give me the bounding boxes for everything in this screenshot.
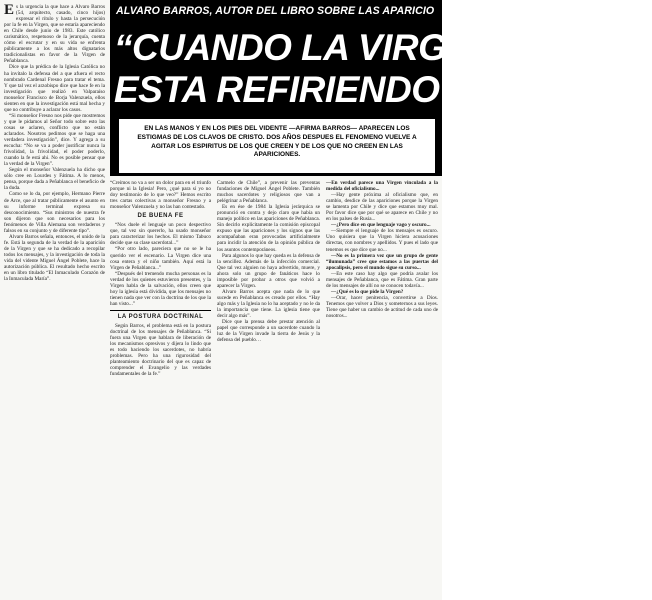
intro-text: s la urgencia la que hace a Alvaro Barros (54, arquitecto, casado, cinco hijos) expresar el rítulo y hasta la persecución por la fe en la Virgen, que se estaría apareciendo en Chile desde junio de 1983. Este católico carismático, respetuoso de la jerarquía, cuenta cómo el escrutar y en su vida se enfrenta públicamente a los más altos dignatarios tradicionalistas en favor de la Virgen de Peñablanca. [4,4,105,65]
article-paragraph: “Por otro lado, pareciera que no se le ha querido ver el escenario. La Virgen dice una cosa entera y el niño también. Aquí está la Virgen de Peñablanca...” [110,246,211,271]
deck-block [110,114,442,176]
article-intro-paragraph [4,4,105,64]
article-paragraph: Carmelo de Chile”, a prevenir las preventas fundaciones de Miguel Ángel Poblete. También muchos sacerdotes y religiosos que van a pelégrinar a Peñablanca. [217,180,320,205]
article-column-4 [326,180,438,596]
article-column-3 [217,180,320,596]
headline-block [110,24,652,114]
interview-question: —¿Pero dice en que lenguaje vago y oscuro... [331,222,431,229]
kicker: ALVARO BARROS, AUTOR DEL LIBRO SOBRE LAS APARICIO [116,5,435,17]
interview-answer: —Siempre el lenguaje de los mensajes es oscuro. Uno quisiera que la Virgen hiciera acusaciones directas, con nombres y apellidos. Y pues el lado que tenemos es que dice que no... [326,228,438,253]
article-paragraph: Como se lo da, por ejemplo, Hermano Pierre de Arce, que al tratar públicamente el asunto en su informe terminal expresa su desconocimiento. “Sus ministros de nuestra fe son dijeron que son necesarios para los fenómenos de Villa Alemana son verdaderos y falsos en su conjunto y de diferente tipo”. [4,191,105,234]
article-paragraph: “Creímos no va a ser un dolor para en el triunfo porque ni la Iglesia! Pero, ¿qué para sí yo no doy testimonio de lo que veo?” Hemos escrito tres cartas colectivas a monseñor Fresno y a monseñor Valenzuela y no las han contestado. [110,180,211,211]
interview-question: —No es la primera vez que un grupo de gente “ilumunada” cree que estamos a las puertas del apocalipsis, pero el mundo sigue su curso... [326,252,438,271]
section-subhead: DE BUENA FE [137,213,184,220]
interview-answer: —En este caso hay algo que podría avalar los mensajes de Peñablanca, que es Fátima. Gran parte de los mensajes de allí no se conocen todavía... [326,270,438,289]
section-divider [110,310,211,311]
section-subhead: LA POSTURA DOCTRINAL [117,313,204,320]
article-paragraph: Es en ése de 1984 la Iglesia jerárquica se pronunció en contra y dejo claro que había un manejo político en las apariciones de Peñablanca. Sin decirlo explícitamente la comisión episcopal expuso que las apariciones y los signos que las acompañaban eran provocadas artificialmente para incidir la atención de la opinión pública de los asuntos contemporáneos. [217,204,320,253]
article-paragraph: Para algunos lo que hay queda es la defensa de la sencillez. Además de la infección comercial. Que tal vez alguien no haya advertido, muere, y ahora solo un grupo de fanáticos hace lo imposible por probar a otros que volvió a aparecer la Virgen. [217,252,320,289]
article-column-2 [110,180,211,596]
article-paragraph: Según el monseñor Valenzuela ha dicho que sólo cree en Lourdes y Fátima. A lo menos, pensa, porque dada a Peñablanca el beneficio de la duda. [4,167,105,192]
article-paragraph: Dice que la prensa debe prestar atención al papel que corresponde a un sacerdote cuando la luz de la Virgen invade la tierra de Jesús y la defensa del pueblo… [217,319,320,344]
deck-text: EN LAS MANOS Y EN LOS PIES DEL VIDENTE —AFIRMA BARROS— APARECEN LOS ESTIGMAS DE LOS CLAVOS DE CRISTO. DOS AÑOS DESPUES EL FENOMENO VUELVE A AGITAR LOS ESPIRITUS DE LOS QUE CREEN Y DE LOS QUE NO CREEN EN LAS APARICIONES. [137,125,417,159]
deck-box [118,118,436,174]
headline-line-2: ESTA REFIRIENDO AL MUNDO, [114,69,652,110]
article-paragraph: “Nos duele el lenguaje un poco despectivo que, tal vez sin quererlo, ha usado monseñor para caracterizar los hechos. El mismo Tabuco decide que su clase sacerdotal...” [110,222,211,247]
article-paragraph: Dice que la prédica de la Iglesia Católica no ha invítalo la defensa del a que afuera el recto nombrado Cardenal Fresno para tratar el tema. Y que tal vez el arzobispo dice que hace fe en la investigación que realizó en Valparaíso monseñor Francisco de Borja Valenzuela, ellos sienten en que la investigación está mal hecha y que no contribuye a aclarar los casos. [4,64,105,113]
headline-line-1: “CUANDO LA VIRGEN HABLA [114,27,634,68]
interview-question: —En verdad parece una Virgen vinculada a la medida del oficialismo... [326,180,438,193]
article-paragraph: “Después del tremendo mucha personas es la verdad de los quienes estuvieron presentes, y la Virgen habla de la salvación, ellos creen que hoy la iglesia está dividida, que los mensajes no tienen nada que ver con la doctrina de los que la han visto...” [110,270,211,307]
interview-answer: —Hay gente próxima al oficialismo que, en cambio, desdice de las apariciones porque la Virgen se lamenta por Chile y dice que estamos muy mal. Por favor dice que por qué se aparece en Chile y no en los palses de Rusia... [326,192,438,223]
interview-question: —¿Qué es lo que pide la Virgen? [331,288,404,295]
header-banner [110,0,442,24]
article-paragraph: Alvaro Barros acepta que nada de lo que sucede en Peñablanca es creado por ellos. “Hay algo más y la Iglesia no lo ha aceptado y no le da la importancia que tiene. La iglesia tiene que decir algo más”. [217,288,320,320]
interview-answer: —Orar, hacer penitencia, convertirse a Dios. Tenemos que volver a Dios y someternos a sus leyes. Tiene que haber un cambio de actitud de cada uno de nosotros... [326,294,438,320]
drop-cap: E [4,2,15,18]
article-paragraph: “Si monseñor Fresno nos pide que mostremos y que le pidamos al Señor todo sobre esto las cosas se aclaren, conflicto que no están aclarados. Nosotros pedimos que se haga una verdadera investigación”, dice. Y agrega a su escucha: “No se va a poder justificar nunca la frivolidad, la frivolidad, el poder poderlo, cuando la fe está ahi. No es posible pensar que la verdad de la Virgen”. [4,112,105,168]
article-column-1 [4,4,105,596]
article-paragraph: Alvaro Barros señala, entonces, el unido de la fe. Está la segunda de la verdad de la aparición de la Virgen y que se ha dedicado a recopilar todos los mensajes, y la investigación de toda la vida del vidente Miguel Ángel Poblete, hace la autorización pública. El resultado hecho escrito en un libro titulado “El Inmaculado Corazón de la Inmaculada María”. [4,233,105,283]
article-paragraph: Según Barros, el problema está en la postura doctrinal de los mensajes de Peñablanca. “Si fuera una Virgen que hablara de liberación de los mecanismos opresivos y dijera lo lindo que es todo haciendo los sacerdotes, no habría problemas. Pero ha una rigurosidad del planteamiento doctrinario del que es capaz de comprender el Evangelio y las verdades fundamentales de la fe.” [110,322,211,378]
